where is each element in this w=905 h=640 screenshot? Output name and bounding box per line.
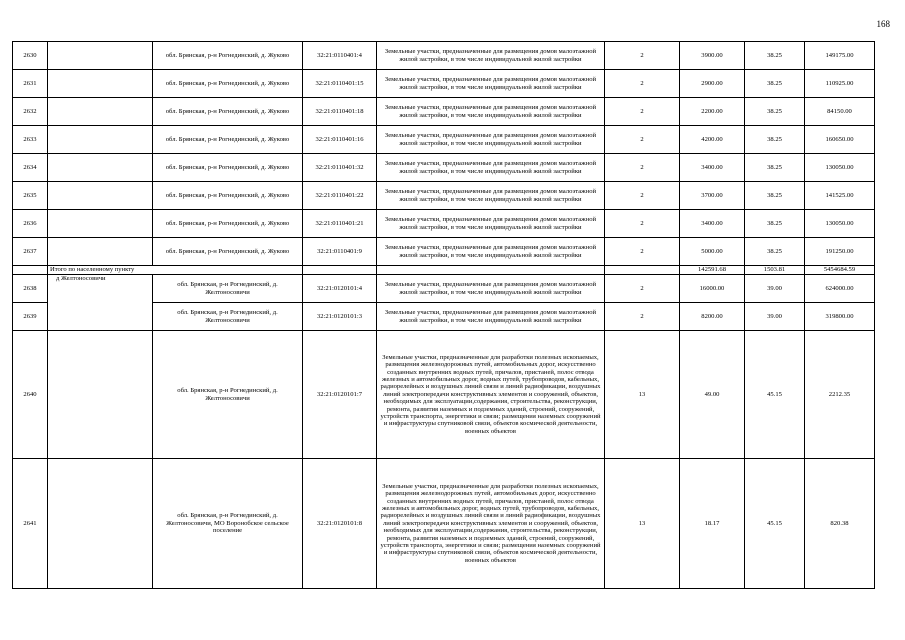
area-cell: 18.17	[680, 459, 745, 589]
cadastral-value-cell: 624000.00	[805, 275, 875, 303]
spacer-cell	[48, 459, 153, 589]
total-value: 5454684.59	[805, 266, 875, 275]
row-number: 2638	[13, 275, 48, 303]
cadastral-value-cell: 110925.00	[805, 70, 875, 98]
row-number: 2637	[13, 238, 48, 266]
group-code-cell: 2	[605, 275, 680, 303]
cadastral-value-cell: 2212.35	[805, 331, 875, 459]
spacer-cell	[303, 266, 377, 275]
area-cell: 5000.00	[680, 238, 745, 266]
address-cell: обл. Брянская, р-н Рогнединский, д. Жуково	[153, 70, 303, 98]
land-category-cell: Земельные участки, предназначенные для размещения домов малоэтажной жилой застройки, в том числе индивидуальной жилой застройки	[377, 42, 605, 70]
row-number: 2631	[13, 70, 48, 98]
cadastral-number-cell: 32:21:0110401:15	[303, 70, 377, 98]
address-cell: обл. Брянская, р-н Рогнединский, д. Жуково	[153, 98, 303, 126]
cadastral-number-cell: 32:21:0110401:21	[303, 210, 377, 238]
spacer-cell	[48, 238, 153, 266]
cadastral-number-cell: 32:21:0110401:9	[303, 238, 377, 266]
cadastral-number-cell: 32:21:0110401:22	[303, 182, 377, 210]
land-register-table	[12, 41, 875, 589]
table-row	[13, 275, 875, 303]
rate-cell: 38.25	[745, 126, 805, 154]
land-category-cell: Земельные участки, предназначенные для размещения домов малоэтажной жилой застройки, в том числе индивидуальной жилой застройки	[377, 126, 605, 154]
cadastral-value-cell: 130050.00	[805, 154, 875, 182]
table-row	[13, 238, 875, 266]
table-row	[13, 98, 875, 126]
cadastral-value-cell: 191250.00	[805, 238, 875, 266]
address-cell: обл. Брянская, р-н Рогнединский, д. Жуково	[153, 210, 303, 238]
table-row	[13, 210, 875, 238]
table-row	[13, 42, 875, 70]
address-cell: обл. Брянская, р-н Рогнединский, д. Желтоносовичи	[153, 331, 303, 459]
land-category-cell: Земельные участки, предназначенные для размещения домов малоэтажной жилой застройки, в том числе индивидуальной жилой застройки	[377, 70, 605, 98]
row-number: 2634	[13, 154, 48, 182]
area-cell: 4200.00	[680, 126, 745, 154]
rate-cell: 38.25	[745, 98, 805, 126]
address-cell: обл. Брянская, р-н Рогнединский, д. Желтоносовичи	[153, 275, 303, 303]
address-cell: обл. Брянская, р-н Рогнединский, д. Жуково	[153, 126, 303, 154]
land-category-cell: Земельные участки, предназначенные для размещения домов малоэтажной жилой застройки, в том числе индивидуальной жилой застройки	[377, 182, 605, 210]
spacer-cell	[48, 42, 153, 70]
address-cell: обл. Брянская, р-н Рогнединский, д. Жуково	[153, 42, 303, 70]
group-code-cell: 2	[605, 70, 680, 98]
rate-cell: 45.15	[745, 331, 805, 459]
group-code-cell: 2	[605, 42, 680, 70]
land-category-cell: Земельные участки, предназначенные для размещения домов малоэтажной жилой застройки, в том числе индивидуальной жилой застройки	[377, 238, 605, 266]
rate-cell: 38.25	[745, 42, 805, 70]
rate-cell: 38.25	[745, 238, 805, 266]
rate-cell: 38.25	[745, 154, 805, 182]
table-row	[13, 126, 875, 154]
group-code-cell: 13	[605, 331, 680, 459]
rate-cell: 38.25	[745, 70, 805, 98]
spacer-cell	[48, 182, 153, 210]
spacer-cell	[48, 210, 153, 238]
row-number: 2635	[13, 182, 48, 210]
rate-cell: 38.25	[745, 182, 805, 210]
row-number: 2640	[13, 331, 48, 459]
row-number: 2630	[13, 42, 48, 70]
rate-cell: 45.15	[745, 459, 805, 589]
table-row	[13, 331, 875, 459]
table-row	[13, 182, 875, 210]
spacer-cell	[13, 266, 48, 275]
settlement-name: д Желтоносовичи	[48, 275, 153, 331]
land-category-cell: Земельные участки, предназначенные для размещения домов малоэтажной жилой застройки, в том числе индивидуальной жилой застройки	[377, 303, 605, 331]
rate-cell: 38.25	[745, 210, 805, 238]
group-code-cell: 2	[605, 154, 680, 182]
settlement-total-row	[13, 266, 875, 275]
cadastral-number-cell: 32:21:0120101:7	[303, 331, 377, 459]
group-code-cell: 13	[605, 459, 680, 589]
area-cell: 2900.00	[680, 70, 745, 98]
group-code-cell: 2	[605, 210, 680, 238]
row-number: 2639	[13, 303, 48, 331]
address-cell: обл. Брянская, р-н Рогнединский, д. Желтоносовичи, МО Воронобское сельское поселение	[153, 459, 303, 589]
area-cell: 49.00	[680, 331, 745, 459]
total-area: 142591.68	[680, 266, 745, 275]
spacer-cell	[48, 98, 153, 126]
spacer-cell	[48, 154, 153, 182]
land-category-cell: Земельные участки, предназначенные для размещения домов малоэтажной жилой застройки, в том числе индивидуальной жилой застройки	[377, 210, 605, 238]
spacer-cell	[48, 126, 153, 154]
area-cell: 8200.00	[680, 303, 745, 331]
page-number: 168	[876, 19, 890, 29]
address-cell: обл. Брянская, р-н Рогнединский, д. Жуково	[153, 182, 303, 210]
rate-cell: 39.00	[745, 275, 805, 303]
address-cell: обл. Брянская, р-н Рогнединский, д. Желтоносовичи	[153, 303, 303, 331]
cadastral-value-cell: 160650.00	[805, 126, 875, 154]
address-cell: обл. Брянская, р-н Рогнединский, д. Жуково	[153, 154, 303, 182]
group-code-cell: 2	[605, 303, 680, 331]
row-number: 2632	[13, 98, 48, 126]
cadastral-value-cell: 149175.00	[805, 42, 875, 70]
table-row	[13, 154, 875, 182]
rate-cell: 39.00	[745, 303, 805, 331]
group-code-cell: 2	[605, 98, 680, 126]
row-number: 2641	[13, 459, 48, 589]
area-cell: 3900.00	[680, 42, 745, 70]
area-cell: 3400.00	[680, 154, 745, 182]
cadastral-number-cell: 32:21:0110401:18	[303, 98, 377, 126]
table-row	[13, 459, 875, 589]
cadastral-number-cell: 32:21:0120101:3	[303, 303, 377, 331]
area-cell: 2200.00	[680, 98, 745, 126]
total-label: Итого по населенному пункту	[48, 266, 303, 275]
cadastral-value-cell: 141525.00	[805, 182, 875, 210]
area-cell: 16000.00	[680, 275, 745, 303]
land-category-cell: Земельные участки, предназначенные для размещения домов малоэтажной жилой застройки, в том числе индивидуальной жилой застройки	[377, 98, 605, 126]
spacer-cell	[605, 266, 680, 275]
table-row	[13, 70, 875, 98]
group-code-cell: 2	[605, 182, 680, 210]
spacer-cell	[48, 331, 153, 459]
group-code-cell: 2	[605, 238, 680, 266]
area-cell: 3400.00	[680, 210, 745, 238]
land-category-cell: Земельные участки, предназначенные для разработки полезных ископаемых, размещения железнодорожных путей, автомобильных дорог, искусственно созданных внутренних водных путей, причалов, пристаней, полос отвода железных и автомобильных дорог, водных путей, трубопроводов, кабельных, радиорелейных и воздушных линий связи и линий радиофикации, воздушных линий электропередачи конструктивных элементов и сооружений, объектов, необходимых для эксплуатации,содержания, строительства, реконструкции, ремонта, развития наземных и подземных зданий, строений, сооружений, устройств транспорта, энергетики и связи; размещения наземных сооружений и инфраструктуры спутниковой связи, объектов космической деятельности, военных объектов	[377, 331, 605, 459]
area-cell: 3700.00	[680, 182, 745, 210]
group-code-cell: 2	[605, 126, 680, 154]
cadastral-number-cell: 32:21:0120101:4	[303, 275, 377, 303]
land-category-cell: Земельные участки, предназначенные для размещения домов малоэтажной жилой застройки, в том числе индивидуальной жилой застройки	[377, 154, 605, 182]
total-rate: 1503.81	[745, 266, 805, 275]
address-cell: обл. Брянская, р-н Рогнединский, д. Жуково	[153, 238, 303, 266]
cadastral-number-cell: 32:21:0120101:8	[303, 459, 377, 589]
land-category-cell: Земельные участки, предназначенные для разработки полезных ископаемых, размещения железнодорожных путей, автомобильных дорог, искусственно созданных внутренних водных путей, причалов, пристаней, полос отвода железных и автомобильных дорог, водных путей, трубопроводов, кабельных, радиорелейных и воздушных линий связи и линий радиофикации, воздушных линий электропередачи конструктивных элементов и сооружений, объектов, необходимых для эксплуатации,содержания, строительства, реконструкции, ремонта, развития наземных и подземных зданий, строений, сооружений, устройств транспорта, энергетики и связи; размещения наземных сооружений и инфраструктуры спутниковой связи, объектов космической деятельности, военных объектов	[377, 459, 605, 589]
cadastral-number-cell: 32:21:0110401:32	[303, 154, 377, 182]
cadastral-value-cell: 820.38	[805, 459, 875, 589]
cadastral-number-cell: 32:21:0110401:16	[303, 126, 377, 154]
cadastral-value-cell: 84150.00	[805, 98, 875, 126]
row-number: 2633	[13, 126, 48, 154]
spacer-cell	[48, 70, 153, 98]
cadastral-number-cell: 32:21:0110401:4	[303, 42, 377, 70]
row-number: 2636	[13, 210, 48, 238]
cadastral-value-cell: 319800.00	[805, 303, 875, 331]
cadastral-value-cell: 130050.00	[805, 210, 875, 238]
spacer-cell	[377, 266, 605, 275]
land-category-cell: Земельные участки, предназначенные для размещения домов малоэтажной жилой застройки, в том числе индивидуальной жилой застройки	[377, 275, 605, 303]
